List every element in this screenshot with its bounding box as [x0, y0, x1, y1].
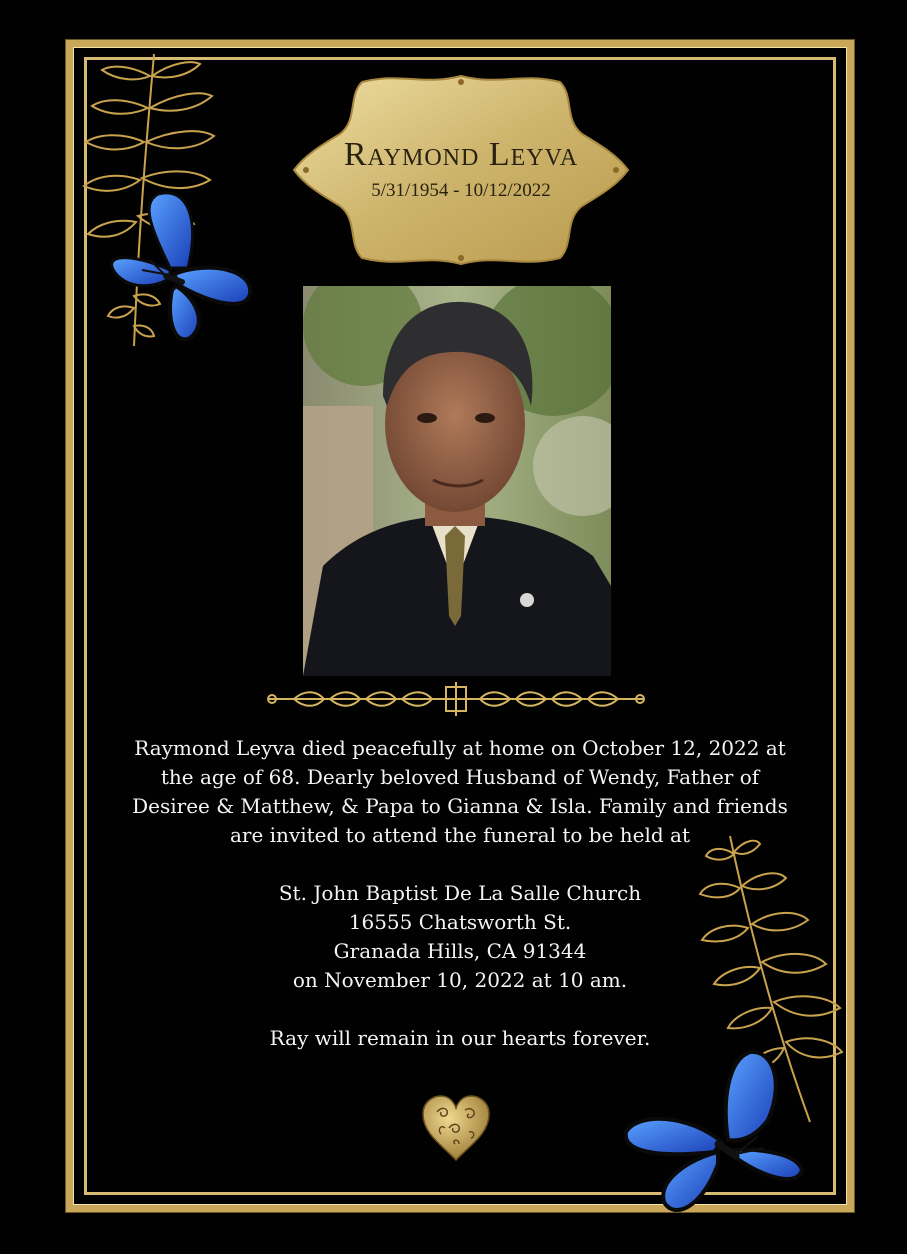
city-address: Granada Hills, CA 91344 [333, 939, 587, 963]
name-plaque [292, 72, 630, 268]
portrait-photo [303, 286, 611, 676]
street-address: 16555 Chatsworth St. [348, 910, 572, 934]
ornamental-divider-icon [264, 682, 648, 720]
heart-icon [421, 1094, 491, 1168]
butterfly-icon [70, 190, 270, 364]
life-dates: 5/31/1954 - 10/12/2022 [371, 180, 551, 201]
closing-line: Ray will remain in our hearts forever. [269, 1026, 651, 1050]
obituary-paragraph: Raymond Leyva died peacefully at home on October 12, 2022 at the age of 68. Dearly beloved Husband of Wendy, Father of Desiree & Matthew, & Papa to Gianna & Isla. Family and friends are invited to attend the funeral to be held at [132, 736, 788, 847]
butterfly-icon [618, 1040, 848, 1234]
church-name: St. John Baptist De La Salle Church [278, 881, 642, 905]
funeral-datetime: on November 10, 2022 at 10 am. [292, 968, 628, 992]
deceased-name: Raymond Leyva [343, 136, 579, 173]
